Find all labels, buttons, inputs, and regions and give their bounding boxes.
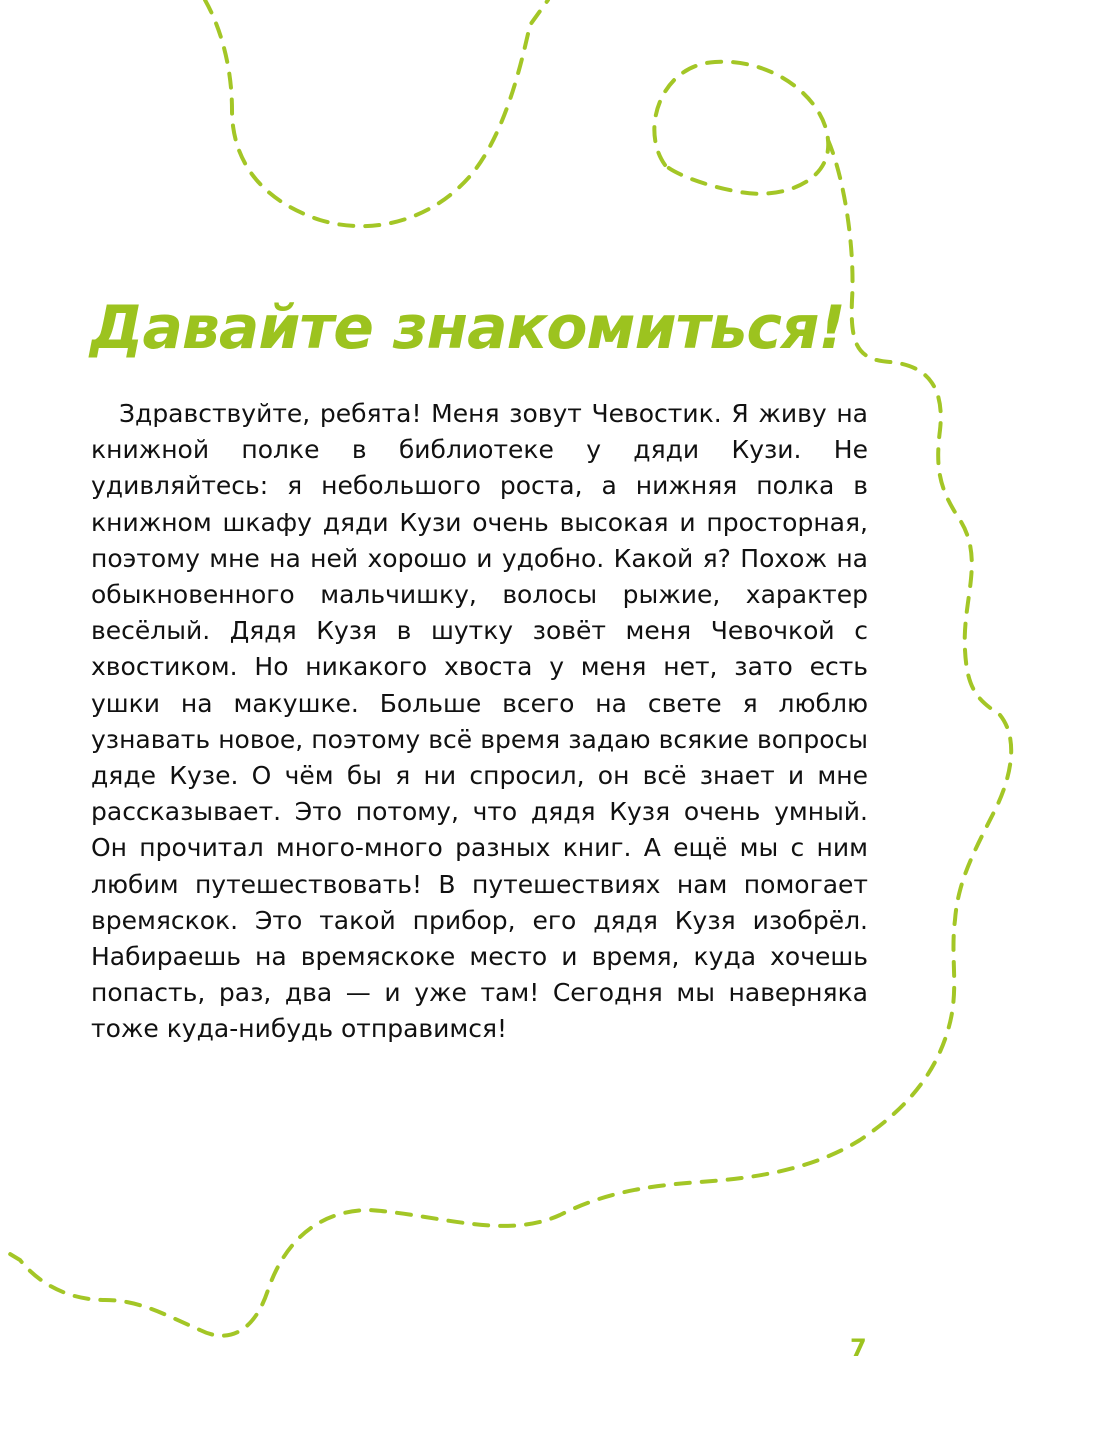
body-paragraph: Здравствуйте, ребята! Меня зовут Чевостик. Я живу на книжной полке в библиотеке у дяди Кузи. Не удивляйтесь: я небольшого роста, а нижняя полка в книжном шкафу дяди Кузи очень высокая и просторная, поэтому мне на ней хорошо и удобно. Какой я? Похож на обыкновенного мальчишку, волосы рыжие, характер весёлый. Дядя Кузя в шутку зовёт меня Чевочкой с хвостиком. Но никакого хвоста у меня нет, зато есть ушки на макушке. Больше всего на свете я люблю узнавать новое, поэтому всё время задаю всякие вопросы дяде Кузе. О чём бы я ни спросил, он всё знает и мне рассказывает. Это потому, что дядя Кузя очень умный. Он прочитал много-много разных книг. А ещё мы с ним любим путешествовать! В путешествиях нам помогает времяскок. Это такой прибор, его дядя Кузя изобрёл. Набираешь на времяскоке место и время, куда хочешь попасть, раз, два — и уже там! Сегодня мы наверняка тоже куда-нибудь отправимся! bbox=[91, 399, 868, 1044]
dashed-path-top bbox=[205, 0, 548, 226]
page-number: 7 bbox=[850, 1334, 867, 1362]
page-title: Давайте знакомиться! bbox=[90, 293, 845, 363]
